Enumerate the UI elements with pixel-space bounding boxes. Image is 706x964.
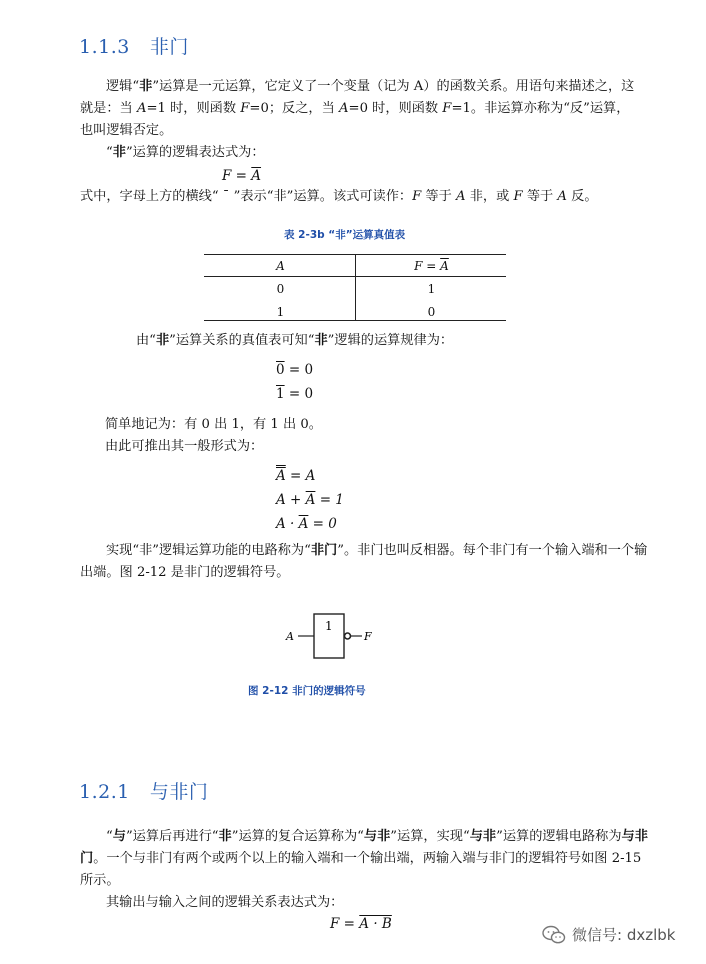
bold-text: 非门	[310, 543, 338, 558]
text: ”运算的复合运算称为“	[231, 829, 364, 844]
cell: 0	[276, 281, 285, 296]
cell: 1	[276, 304, 285, 319]
text: 式中，字母上方的横线“ ¯ ”表示“非”运算。该式可读作：	[80, 189, 413, 204]
var: A	[338, 101, 349, 116]
text: =0 时，则函数	[348, 101, 443, 116]
text: = 0	[284, 362, 314, 378]
bold-text: 非	[139, 79, 153, 94]
text: ”。非门也叫反相器。每个非门有一个输入端和一个输出端。图 2-12 是非门的逻辑符号。	[80, 543, 648, 580]
var-negated: $\overline{A}$	[305, 492, 316, 508]
table-caption: 表 2-3b “非”运算真值表	[284, 229, 406, 241]
text: = 0	[284, 386, 314, 402]
text: 非，或	[465, 189, 514, 204]
bold-text: 非	[155, 333, 170, 348]
text: 由“	[136, 333, 156, 348]
text: “	[106, 829, 113, 844]
cell: 1	[427, 281, 436, 296]
text: 逻辑“	[106, 79, 140, 94]
var: F	[442, 101, 452, 116]
watermark	[542, 924, 675, 945]
var: F	[513, 189, 523, 204]
not-gate-symbol	[280, 608, 390, 664]
var: F	[240, 101, 250, 116]
text: 简单地记为：有 0 出 1，有 1 出 0。	[105, 417, 322, 432]
var-double-negated: A	[276, 468, 286, 484]
var-negated: $\overline{A}$	[251, 168, 262, 184]
figure-caption: 图 2-12 非门的逻辑符号	[248, 685, 366, 697]
section-title: 与非门	[149, 781, 209, 803]
text: ”运算是一元运算，它定义了一个变量（记为 A）的函数关系。用语句来描述之，这就是：当	[80, 79, 635, 116]
table-row	[204, 300, 506, 323]
var-negated: $\overline{A}$	[440, 258, 449, 273]
section-heading-2	[79, 777, 208, 804]
formula-not-one	[276, 386, 313, 402]
text: 反。	[566, 189, 598, 204]
section-title: 非门	[149, 36, 189, 58]
text: =1。非运算亦称为“反”运算，也叫逻辑否定。	[80, 101, 630, 138]
truth-table	[204, 254, 506, 323]
bold-text: 与	[112, 829, 126, 844]
inversion-bubble	[345, 633, 351, 639]
var: A	[136, 101, 147, 116]
text: 等于	[522, 189, 558, 204]
text: A +	[276, 492, 306, 508]
section-number: 1.1.3	[79, 36, 130, 58]
text: 等于	[421, 189, 456, 204]
text: 实现“非”逻辑运算功能的电路称为“	[106, 543, 311, 558]
equals: =	[339, 916, 360, 932]
text: A ·	[276, 516, 299, 532]
table-header-row	[204, 254, 506, 277]
text: =0；反之，当	[249, 101, 339, 116]
text: 。一个与非门有两个或两个以上的输入端和一个输出端，两输入端与非门的逻辑符号如图 2-15 所示。	[80, 851, 642, 888]
formula-and-complement	[276, 516, 337, 532]
text: ”运算的逻辑表达式为：	[125, 145, 265, 160]
text: ”逻辑的运算规律为：	[327, 333, 454, 348]
formula-nand	[330, 916, 392, 932]
bold-text: 非	[314, 333, 328, 348]
paragraph-simple	[105, 414, 665, 458]
var: A	[557, 189, 567, 204]
text: = 0	[308, 516, 337, 532]
wechat-icon	[542, 925, 566, 945]
header-cell-a: A	[276, 258, 285, 273]
paragraph-rules-intro	[80, 330, 640, 352]
bold-text: 与非	[469, 829, 497, 844]
text: ”运算后再进行“	[125, 829, 219, 844]
text: ”运算，实现“	[390, 829, 470, 844]
paragraph-nand	[80, 826, 650, 914]
expr-negated: A · B	[359, 916, 392, 932]
text: “	[106, 145, 113, 160]
output-label: F	[364, 630, 372, 643]
bold-text: 与非门	[80, 829, 648, 866]
var: F =	[414, 258, 441, 273]
formula-double-negation	[276, 468, 315, 484]
var: F	[412, 189, 422, 204]
section-number: 1.2.1	[79, 781, 130, 803]
section-heading-1	[79, 32, 189, 59]
text: = 1	[315, 492, 344, 508]
text: ”运算关系的真值表可知“	[169, 333, 315, 348]
var: F	[222, 168, 232, 184]
cell: 0	[427, 304, 436, 319]
watermark-text: 微信号: dxzlbk	[572, 926, 676, 944]
text: = A	[285, 468, 316, 484]
text: 其输出与输入之间的逻辑关系表达式为：	[106, 895, 344, 910]
bold-text: 非	[112, 145, 126, 160]
equals: =	[231, 168, 252, 184]
formula-not	[222, 168, 261, 184]
gate-label: 1	[325, 619, 333, 633]
text: =1 时，则函数	[146, 101, 241, 116]
var: F	[330, 916, 340, 932]
bold-text: 非	[218, 829, 232, 844]
paragraph-not-gate	[80, 540, 650, 584]
var-negated: $\overline{A}$	[298, 516, 309, 532]
digit-negated: 0	[276, 362, 285, 378]
table-row	[204, 277, 506, 300]
text: ”运算的逻辑电路称为	[496, 829, 622, 844]
paragraph-not-definition	[80, 76, 640, 164]
formula-or-complement	[276, 492, 344, 508]
paragraph-reading	[80, 186, 660, 208]
input-label: A	[286, 630, 294, 643]
digit-negated: 1	[276, 386, 285, 402]
var: A	[456, 189, 466, 204]
header-cell-f	[357, 254, 506, 277]
formula-not-zero	[276, 362, 313, 378]
text: 由此可推出其一般形式为：	[105, 439, 264, 454]
bold-text: 与非	[363, 829, 391, 844]
